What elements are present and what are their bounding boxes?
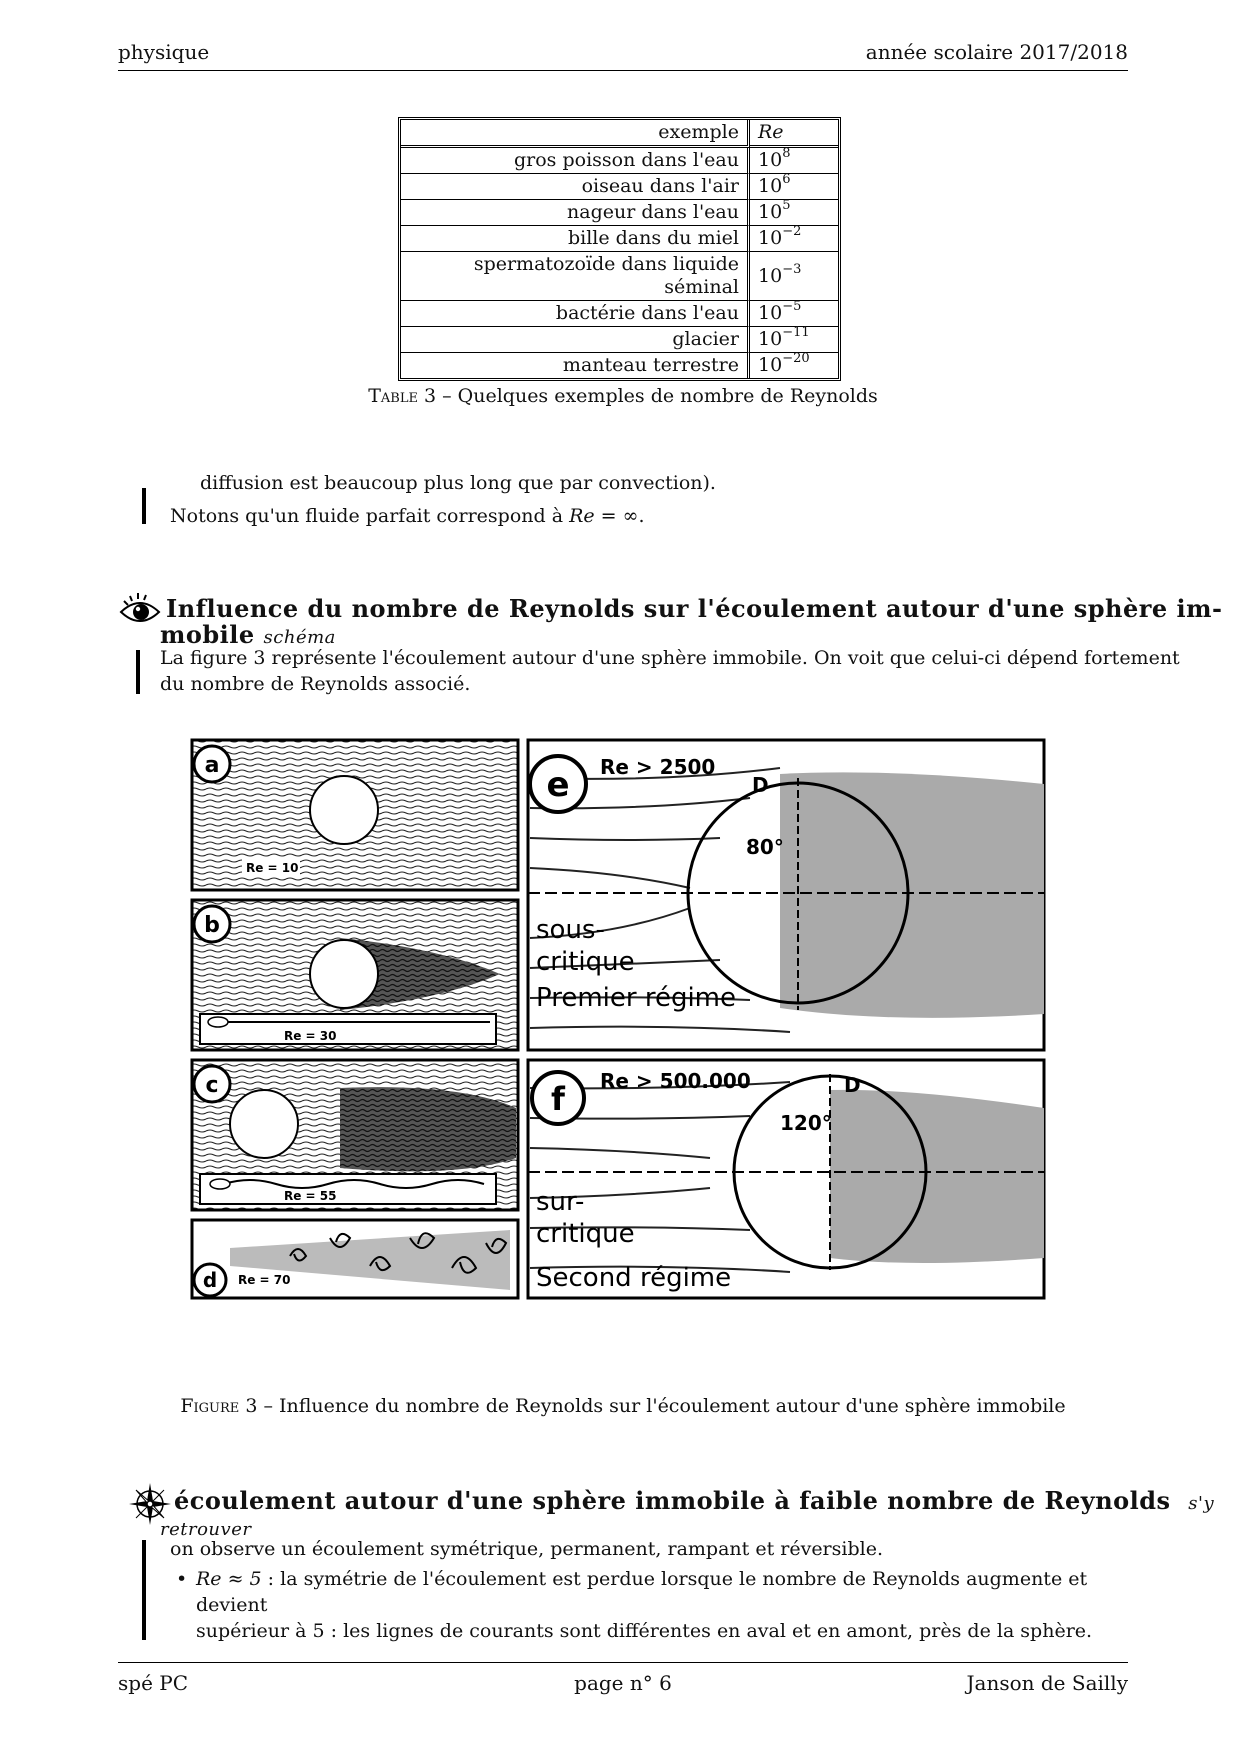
footer-page-number: page n° 6: [574, 1671, 672, 1695]
panel-e: [528, 740, 1044, 1050]
table-header-example: exemple: [401, 120, 750, 148]
table-cell-example: spermatozoïde dans liquide séminal: [401, 252, 750, 301]
table-row: [401, 353, 838, 378]
margin-bar: [142, 488, 146, 524]
math-re-infinity: Re = ∞: [569, 505, 639, 527]
panel-a-letter: a: [204, 753, 220, 778]
paragraph-line: La figure 3 représente l'écoulement autour d'une sphère immobile. On voit que celui-ci dépend fortement: [160, 647, 1180, 669]
panel-a-re: Re = 10: [246, 861, 299, 875]
margin-bar: [136, 650, 140, 694]
panel-e-regime1: sous-: [536, 915, 605, 945]
table-row: [401, 301, 838, 327]
section-title-influence: Influence du nombre de Reynolds sur l'écoulement autour d'une sphère im-: [166, 594, 1223, 623]
panel-e-point: D: [752, 773, 769, 797]
table-cell-example: oiseau dans l'air: [401, 174, 750, 200]
panel-f-regime3: Second régime: [536, 1263, 732, 1293]
paragraph-line: diffusion est beaucoup plus long que par convection).: [200, 472, 716, 494]
panel-b: [192, 900, 518, 1050]
footer-school: Janson de Sailly: [966, 1671, 1128, 1695]
table-row: [401, 327, 838, 353]
table-cell-re: $10^{-3}$: [750, 252, 838, 301]
panel-d: [192, 1220, 518, 1298]
paragraph-line: on observe un écoulement symétrique, permanent, rampant et réversible.: [170, 1538, 883, 1560]
panel-f-angle: 120°: [780, 1111, 832, 1135]
table-cell-example: nageur dans l'eau: [401, 200, 750, 226]
table-cell-re: $10^{-5}$: [750, 301, 838, 327]
table-cell-example: manteau terrestre: [401, 353, 750, 378]
panel-f-regime2: critique: [536, 1219, 635, 1249]
table-cell-re: $10^{-11}$: [750, 327, 838, 353]
eye-icon: [118, 590, 162, 634]
section-title-low-reynolds: écoulement autour d'une sphère immobile à faible nombre de Reynolds s'y: [174, 1486, 1215, 1515]
footer-class: spé PC: [118, 1671, 189, 1695]
margin-bar: [142, 1540, 146, 1640]
section-kind: s'y: [1188, 1493, 1215, 1514]
table-row: [401, 252, 838, 301]
panel-f-letter: f: [551, 1080, 565, 1118]
panel-d-letter: d: [202, 1268, 218, 1292]
header-subject: physique: [118, 40, 210, 64]
reynolds-table: [398, 117, 841, 381]
panel-b-re: Re = 30: [284, 1029, 337, 1043]
panel-f-point: D: [844, 1073, 861, 1097]
figure-reynolds-flow: [190, 738, 1048, 1366]
panel-e-letter: e: [546, 765, 570, 805]
list-item: • Re ≈ 5 : la symétrie de l'écoulement est perdue lorsque le nombre de Reynolds augmente et devient supérieur à 5 : les lignes de courants sont différentes en aval et en amont, près de la sphère.: [172, 1566, 1112, 1644]
table-cell-re: $10^5$: [750, 200, 838, 226]
table-cell-re: $10^6$: [750, 174, 838, 200]
figure-caption: Figure 3 – Influence du nombre de Reynolds sur l'écoulement autour d'une sphère immobile: [180, 1395, 1066, 1417]
panel-e-angle: 80°: [746, 835, 784, 859]
section-kind: schéma: [263, 627, 336, 648]
panel-c-re: Re = 55: [284, 1189, 337, 1203]
table-header-row: [401, 120, 838, 148]
section-kind-cont: retrouver: [160, 1519, 252, 1540]
table-cell-re: $10^{-20}$: [758, 351, 810, 376]
bullet-list: [172, 1566, 1112, 1644]
table-cell-example: bille dans du miel: [401, 226, 750, 252]
page-footer: [118, 1662, 1128, 1701]
table-cell-re: $10^{-2}$: [750, 226, 838, 252]
table-row: [401, 174, 838, 200]
panel-a: [192, 740, 518, 890]
table-cell-example: bactérie dans l'eau: [401, 301, 750, 327]
section-title-influence-cont: mobile schéma: [160, 620, 336, 649]
table-row: [401, 200, 838, 226]
math-re-approx: Re ≈ 5: [196, 1568, 262, 1590]
table-cell-example: gros poisson dans l'eau: [401, 148, 750, 174]
panel-f-regime1: sur-: [536, 1187, 585, 1217]
header-year: année scolaire 2017/2018: [865, 40, 1128, 64]
panel-b-letter: b: [204, 913, 220, 938]
table-header-re: Re: [750, 120, 838, 148]
table-cell-re: $10^8$: [750, 148, 838, 174]
panel-e-re: Re > 2500: [600, 755, 716, 779]
table-row: [401, 148, 838, 174]
panel-f-re: Re > 500.000: [600, 1069, 751, 1093]
paragraph-line: du nombre de Reynolds associé.: [160, 673, 471, 695]
panel-c: [192, 1060, 518, 1210]
panel-e-regime2: critique: [536, 947, 635, 977]
table-cell-example: glacier: [401, 327, 750, 353]
panel-c-letter: c: [205, 1073, 219, 1098]
table-caption: Table 3 – Quelques exemples de nombre de Reynolds: [368, 385, 878, 407]
panel-f: [528, 1060, 1044, 1298]
panel-d-re: Re = 70: [238, 1273, 291, 1287]
paragraph-line: Notons qu'un fluide parfait correspond à Re = ∞.: [170, 505, 645, 527]
page-header: [118, 40, 1128, 71]
panel-e-regime3: Premier régime: [536, 983, 737, 1013]
table-row: [401, 226, 838, 252]
